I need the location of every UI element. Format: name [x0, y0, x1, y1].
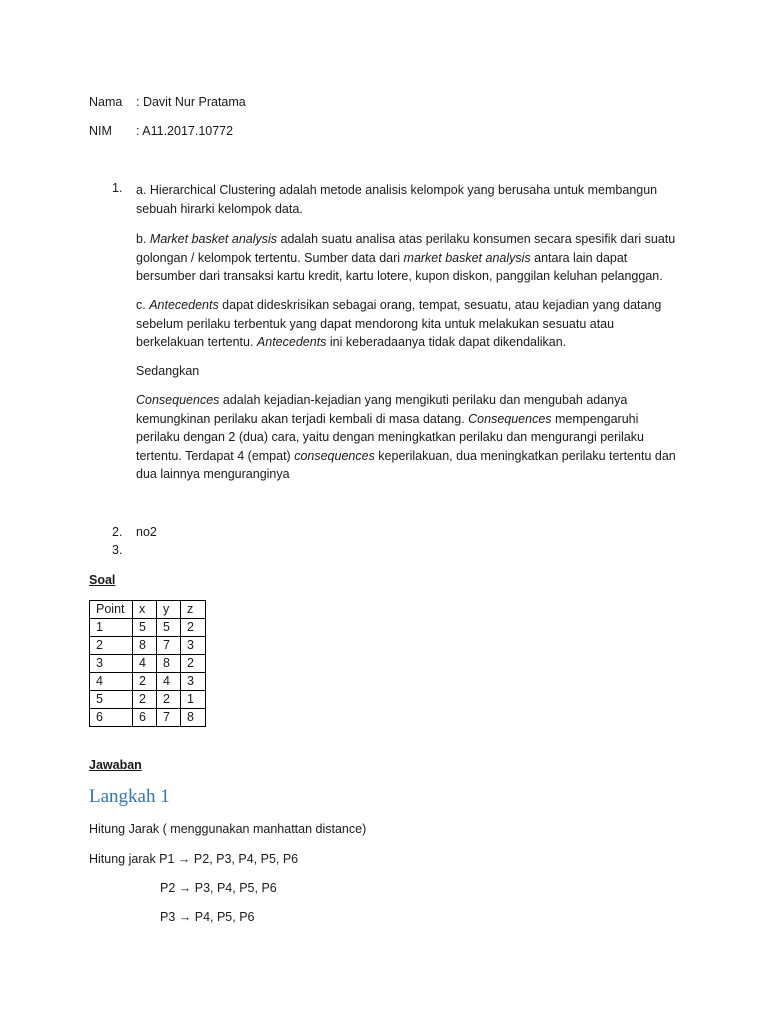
table-cell: 5: [133, 619, 157, 637]
table-cell: 4: [157, 673, 181, 691]
table-cell: 4: [90, 673, 133, 691]
table-cell: 6: [133, 709, 157, 727]
table-cell: 5: [157, 619, 181, 637]
table-cell: 7: [157, 709, 181, 727]
table-cell: 5: [90, 691, 133, 709]
table-cell: 6: [90, 709, 133, 727]
table-cell: 2: [133, 673, 157, 691]
table-cell: 3: [90, 655, 133, 673]
table-cell: 4: [133, 655, 157, 673]
table-cell: 7: [157, 637, 181, 655]
list-number-1: 1.: [112, 181, 123, 195]
step-line-p2: P2 → P3, P4, P5, P6: [160, 881, 277, 895]
paragraph-c: c. Antecedents dapat dideskrisikan sebagai orang, tempat, sesuatu, atau kejadian yang datang sebelum perilaku terbentuk yang dapat mendorong kita untuk melakukan sesuatu atau berkelakuan tertentu. Antecedents ini keberadaanya tidak dapat dikendalikan.: [136, 298, 662, 349]
paragraph-a: a. Hierarchical Clustering adalah metode analisis kelompok yang berusaha untuk membangun sebuah hirarki kelompok data.: [136, 183, 658, 216]
list-number-2: 2.: [112, 525, 123, 539]
nama-value: : Davit Nur Pratama: [136, 95, 246, 109]
points-table: [89, 600, 206, 727]
table-header-cell: z: [181, 601, 206, 619]
nama-label: Nama: [89, 95, 123, 109]
table-cell: 2: [181, 655, 206, 673]
table-cell: 8: [157, 655, 181, 673]
paragraph-consequences: Consequences adalah kejadian-kejadian yang mengikuti perilaku dan mengubah adanya kemungkinan perilaku akan terjadi kembali di masa datang. Consequences mempengaruhi perilaku dengan 2 (dua) cara, yaitu dengan meningkatkan perilaku dan mengurangi perilaku tertentu. Terdapat 4 (empat) consequences keperilakuan, dua meningkatkan perilaku tertentu dan dua lainnya menguranginya: [136, 393, 676, 481]
paragraph-b: b. Market basket analysis adalah suatu analisa atas perilaku konsumen secara spesifik dari suatu golongan / kelompok tertentu. Sumber data dari market basket analysis antara lain dapat bersumber dari transaksi kartu kredit, kartu lotere, kupon diskon, panggilan keluhan pelanggan.: [136, 232, 676, 283]
jawaban-title: Jawaban: [89, 758, 142, 772]
hitung-jarak-text: Hitung Jarak ( menggunakan manhattan distance): [89, 822, 367, 836]
item-2-text: no2: [136, 525, 157, 539]
table-cell: 2: [90, 637, 133, 655]
table-cell: 3: [181, 673, 206, 691]
langkah-heading: Langkah 1: [89, 786, 170, 807]
nim-label: NIM: [89, 124, 112, 138]
sedangkan-text: Sedangkan: [136, 364, 200, 378]
table-row: [90, 709, 206, 727]
table-row: [90, 619, 206, 637]
table-row: [90, 673, 206, 691]
table-cell: 2: [157, 691, 181, 709]
table-header-cell: Point: [90, 601, 133, 619]
table-cell: 2: [181, 619, 206, 637]
nim-value: : A11.2017.10772: [136, 124, 234, 138]
table-header-cell: y: [157, 601, 181, 619]
table-cell: 8: [133, 637, 157, 655]
table-cell: 8: [181, 709, 206, 727]
table-row: [90, 637, 206, 655]
soal-title: Soal: [89, 573, 116, 587]
list-number-3: 3.: [112, 543, 123, 557]
table-cell: 1: [90, 619, 133, 637]
table-cell: 3: [181, 637, 206, 655]
table-cell: 1: [181, 691, 206, 709]
table-header-row: [90, 601, 206, 619]
table-row: [90, 655, 206, 673]
table-cell: 2: [133, 691, 157, 709]
step-line-p1: Hitung jarak P1 → P2, P3, P4, P5, P6: [89, 852, 299, 866]
step-line-p3: P3 → P4, P5, P6: [160, 910, 255, 924]
table-row: [90, 691, 206, 709]
table-header-cell: x: [133, 601, 157, 619]
